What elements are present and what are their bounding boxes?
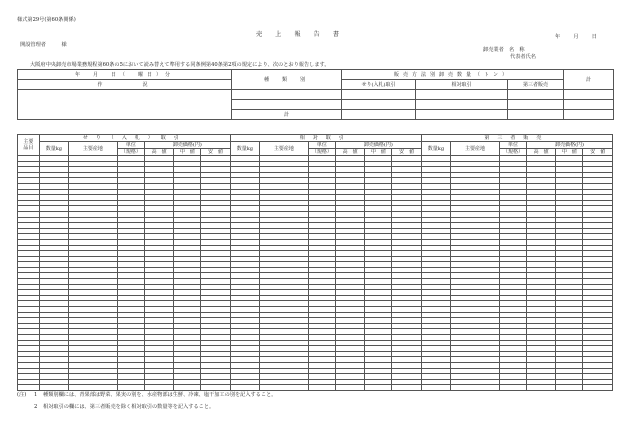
third-party-section-header: 第三者販売 [421, 135, 612, 142]
table-cell [499, 385, 526, 391]
report-date: 年 月 日 [555, 34, 601, 40]
table-cell [144, 385, 173, 391]
negotiated-section-header: 相対取引 [230, 135, 421, 142]
table-cell [18, 385, 40, 391]
third-party-spec-col: （規格） [499, 149, 526, 156]
table-cell [556, 385, 583, 391]
method-header: 販売方法別卸売数量（トン） [342, 70, 564, 80]
representative-label: 代表者氏名 [510, 54, 536, 60]
total-header: 計 [564, 70, 614, 90]
category-cell [232, 90, 342, 100]
note-1-number: 1 [34, 392, 38, 398]
table-cell [174, 385, 201, 391]
table-cell [451, 385, 500, 391]
category-header: 種 類 別 [232, 70, 342, 90]
third-party-qty-header: 第三者販売 [508, 80, 564, 90]
period-cell: 年 月 日（ 曜日）分 [18, 70, 232, 80]
detail-table [17, 134, 613, 391]
auction-qty-col: 数量kg [39, 142, 68, 156]
addressee: 開設管理者 様 [20, 42, 67, 48]
detail-rows [18, 156, 613, 391]
page-title: 売上報告書 [256, 31, 352, 38]
third-party-qty-col: 数量kg [421, 142, 450, 156]
auction-high-col: 高 値 [144, 149, 173, 156]
auction-section-header: せり（入札）取引 [39, 135, 230, 142]
table-cell [201, 385, 230, 391]
auction-origin-col: 主要産地 [69, 142, 118, 156]
statement: 大阪府中央卸売市場業務規程第60条の5において読み替えて準用する同条例第40条第2項の規定により、次のとおり報告します。 [30, 62, 330, 68]
auction-price-col: 卸売価格(円) [144, 142, 230, 149]
table-cell [365, 385, 392, 391]
negotiated-mid-col: 中 値 [365, 149, 392, 156]
third-party-origin-col: 主要産地 [451, 142, 500, 156]
category-cell [232, 100, 342, 110]
third-party-unit-col: 単位 [499, 142, 526, 149]
form-number: 様式第29号(第60条関係) [17, 17, 76, 23]
third-party-price-col: 卸売価格(円) [527, 142, 613, 149]
negotiated-qty-header: 相対取引 [416, 80, 508, 90]
note-2: 相対取引の欄には、第三者販売を除く相対取引の数量等を記入すること。 [43, 404, 215, 410]
table-cell [39, 385, 68, 391]
table-cell [260, 385, 309, 391]
table-cell [583, 385, 613, 391]
negotiated-spec-col: （規格） [308, 149, 335, 156]
third-party-mid-col: 中 値 [556, 149, 583, 156]
table-cell [335, 385, 364, 391]
table-cell [117, 385, 144, 391]
negotiated-high-col: 高 値 [335, 149, 364, 156]
table-cell [230, 385, 259, 391]
weather-cell [18, 90, 232, 120]
main-items-header: 主要品目 [18, 135, 40, 156]
auction-low-col: 安 値 [201, 149, 230, 156]
table-cell [527, 385, 556, 391]
negotiated-origin-col: 主要産地 [260, 142, 309, 156]
negotiated-unit-col: 単位 [308, 142, 335, 149]
notes-label: (注) [17, 392, 27, 398]
third-party-low-col: 安 値 [583, 149, 613, 156]
note-2-number: 2 [34, 404, 38, 410]
auction-spec-col: （規格） [117, 149, 144, 156]
seller-name-label: 卸売業者 名 称 [483, 47, 525, 53]
table-cell [392, 385, 421, 391]
summary-table [17, 69, 614, 120]
note-1: 種類別欄には、青果部は野菜、果実の別を、水産物部は生鮮、冷凍、塩干加工の別を記入すること。 [43, 392, 277, 398]
negotiated-qty-col: 数量kg [230, 142, 259, 156]
table-cell [308, 385, 335, 391]
table-cell [69, 385, 118, 391]
weather-header: 作 況 [18, 80, 232, 90]
auction-unit-col: 単位 [117, 142, 144, 149]
subtotal-label: 計 [232, 110, 342, 120]
auction-qty-header: せり(入札)取引 [342, 80, 416, 90]
third-party-high-col: 高 値 [527, 149, 556, 156]
negotiated-price-col: 卸売価格(円) [335, 142, 421, 149]
table-cell [421, 385, 450, 391]
table-row [18, 385, 613, 391]
auction-mid-col: 中 値 [174, 149, 201, 156]
negotiated-low-col: 安 値 [392, 149, 421, 156]
